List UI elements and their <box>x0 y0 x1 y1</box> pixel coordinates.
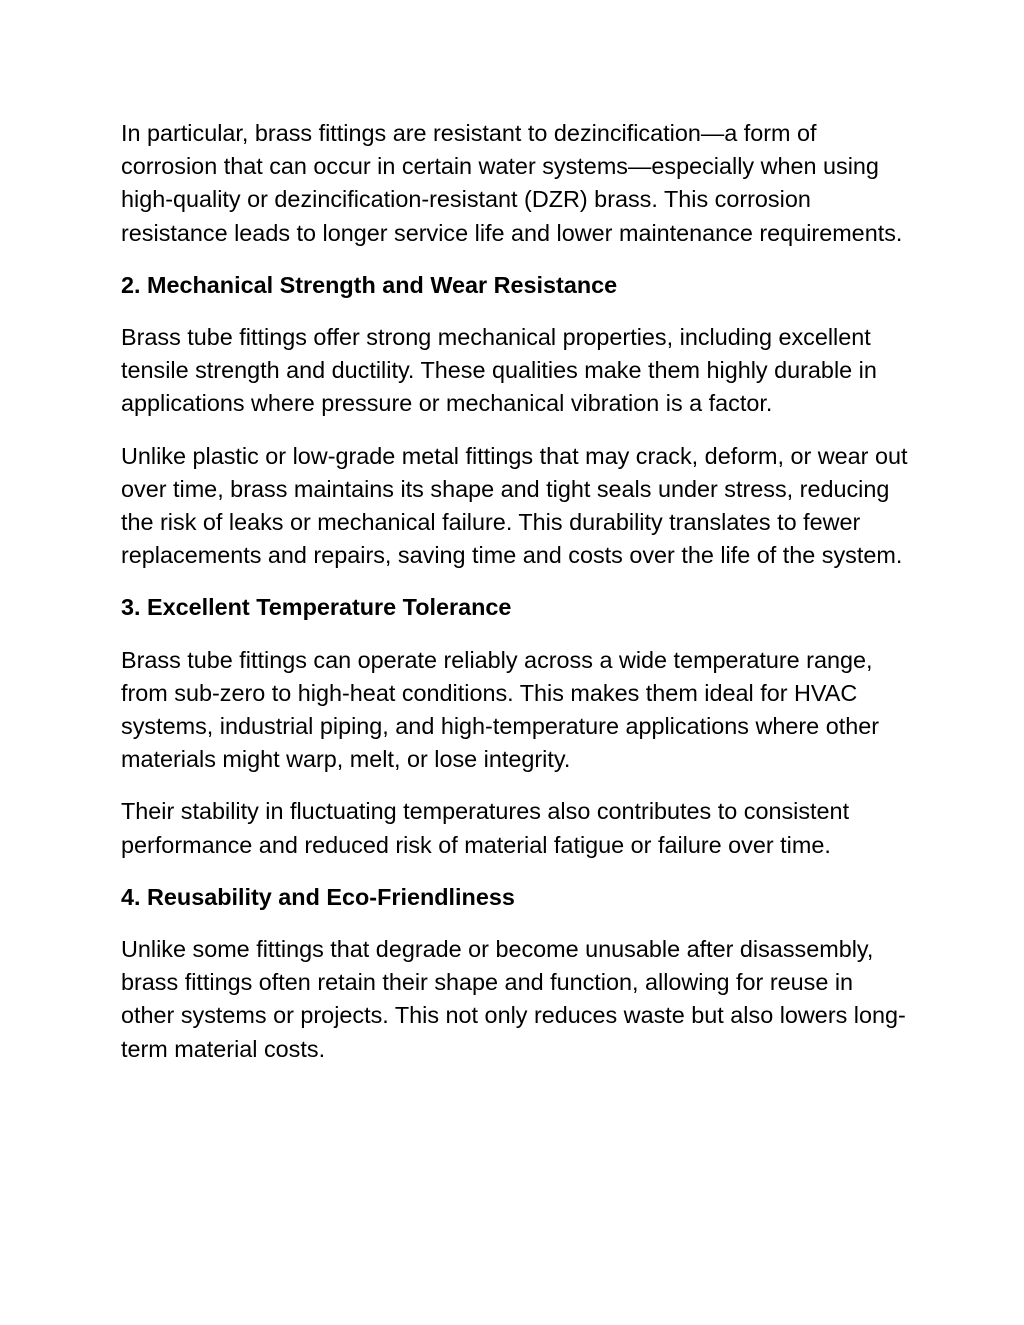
paragraph-temperature-stability: Their stability in fluctuating temperatures also contributes to consistent performance and reduced risk of material fatigue or failure over time. <box>121 798 850 858</box>
document-body <box>121 117 911 1085</box>
paragraph-dezincification: In particular, brass fittings are resistant to dezincification—a form of corrosion that can occur in certain water systems—especially when using high-quality or dezincification-resistant (DZR) brass. This corrosion resistance leads to longer service life and lower maintenance requirements. <box>121 120 903 246</box>
heading-temperature-tolerance: 3. Excellent Temperature Tolerance <box>121 594 512 621</box>
paragraph-temperature-range: Brass tube fittings can operate reliably across a wide temperature range, from sub-zero to high-heat conditions. This makes them ideal for HVAC systems, industrial piping, and high-temperature applications where other materials might warp, melt, or lose integrity. <box>121 646 880 773</box>
paragraph-mechanical-properties: Brass tube fittings offer strong mechanical properties, including excellent tensile strength and ductility. These qualities make them highly durable in applications where pressure or mechanical vibration is a factor. <box>121 324 877 417</box>
heading-mechanical-strength: 2. Mechanical Strength and Wear Resistance <box>121 271 618 298</box>
paragraph-durability: Unlike plastic or low-grade metal fittings that may crack, deform, or wear out over time, brass maintains its shape and tight seals under stress, reducing the risk of leaks or mechanical failure. This durability translates to fewer replacements and repairs, saving time and costs over the life of the system. <box>121 442 908 569</box>
heading-reusability: 4. Reusability and Eco-Friendliness <box>121 883 515 910</box>
paragraph-reusability: Unlike some fittings that degrade or become unusable after disassembly, brass fittings often retain their shape and function, allowing for reuse in other systems or projects. This not only reduces waste but also lowers long-term material costs. <box>121 936 906 1062</box>
